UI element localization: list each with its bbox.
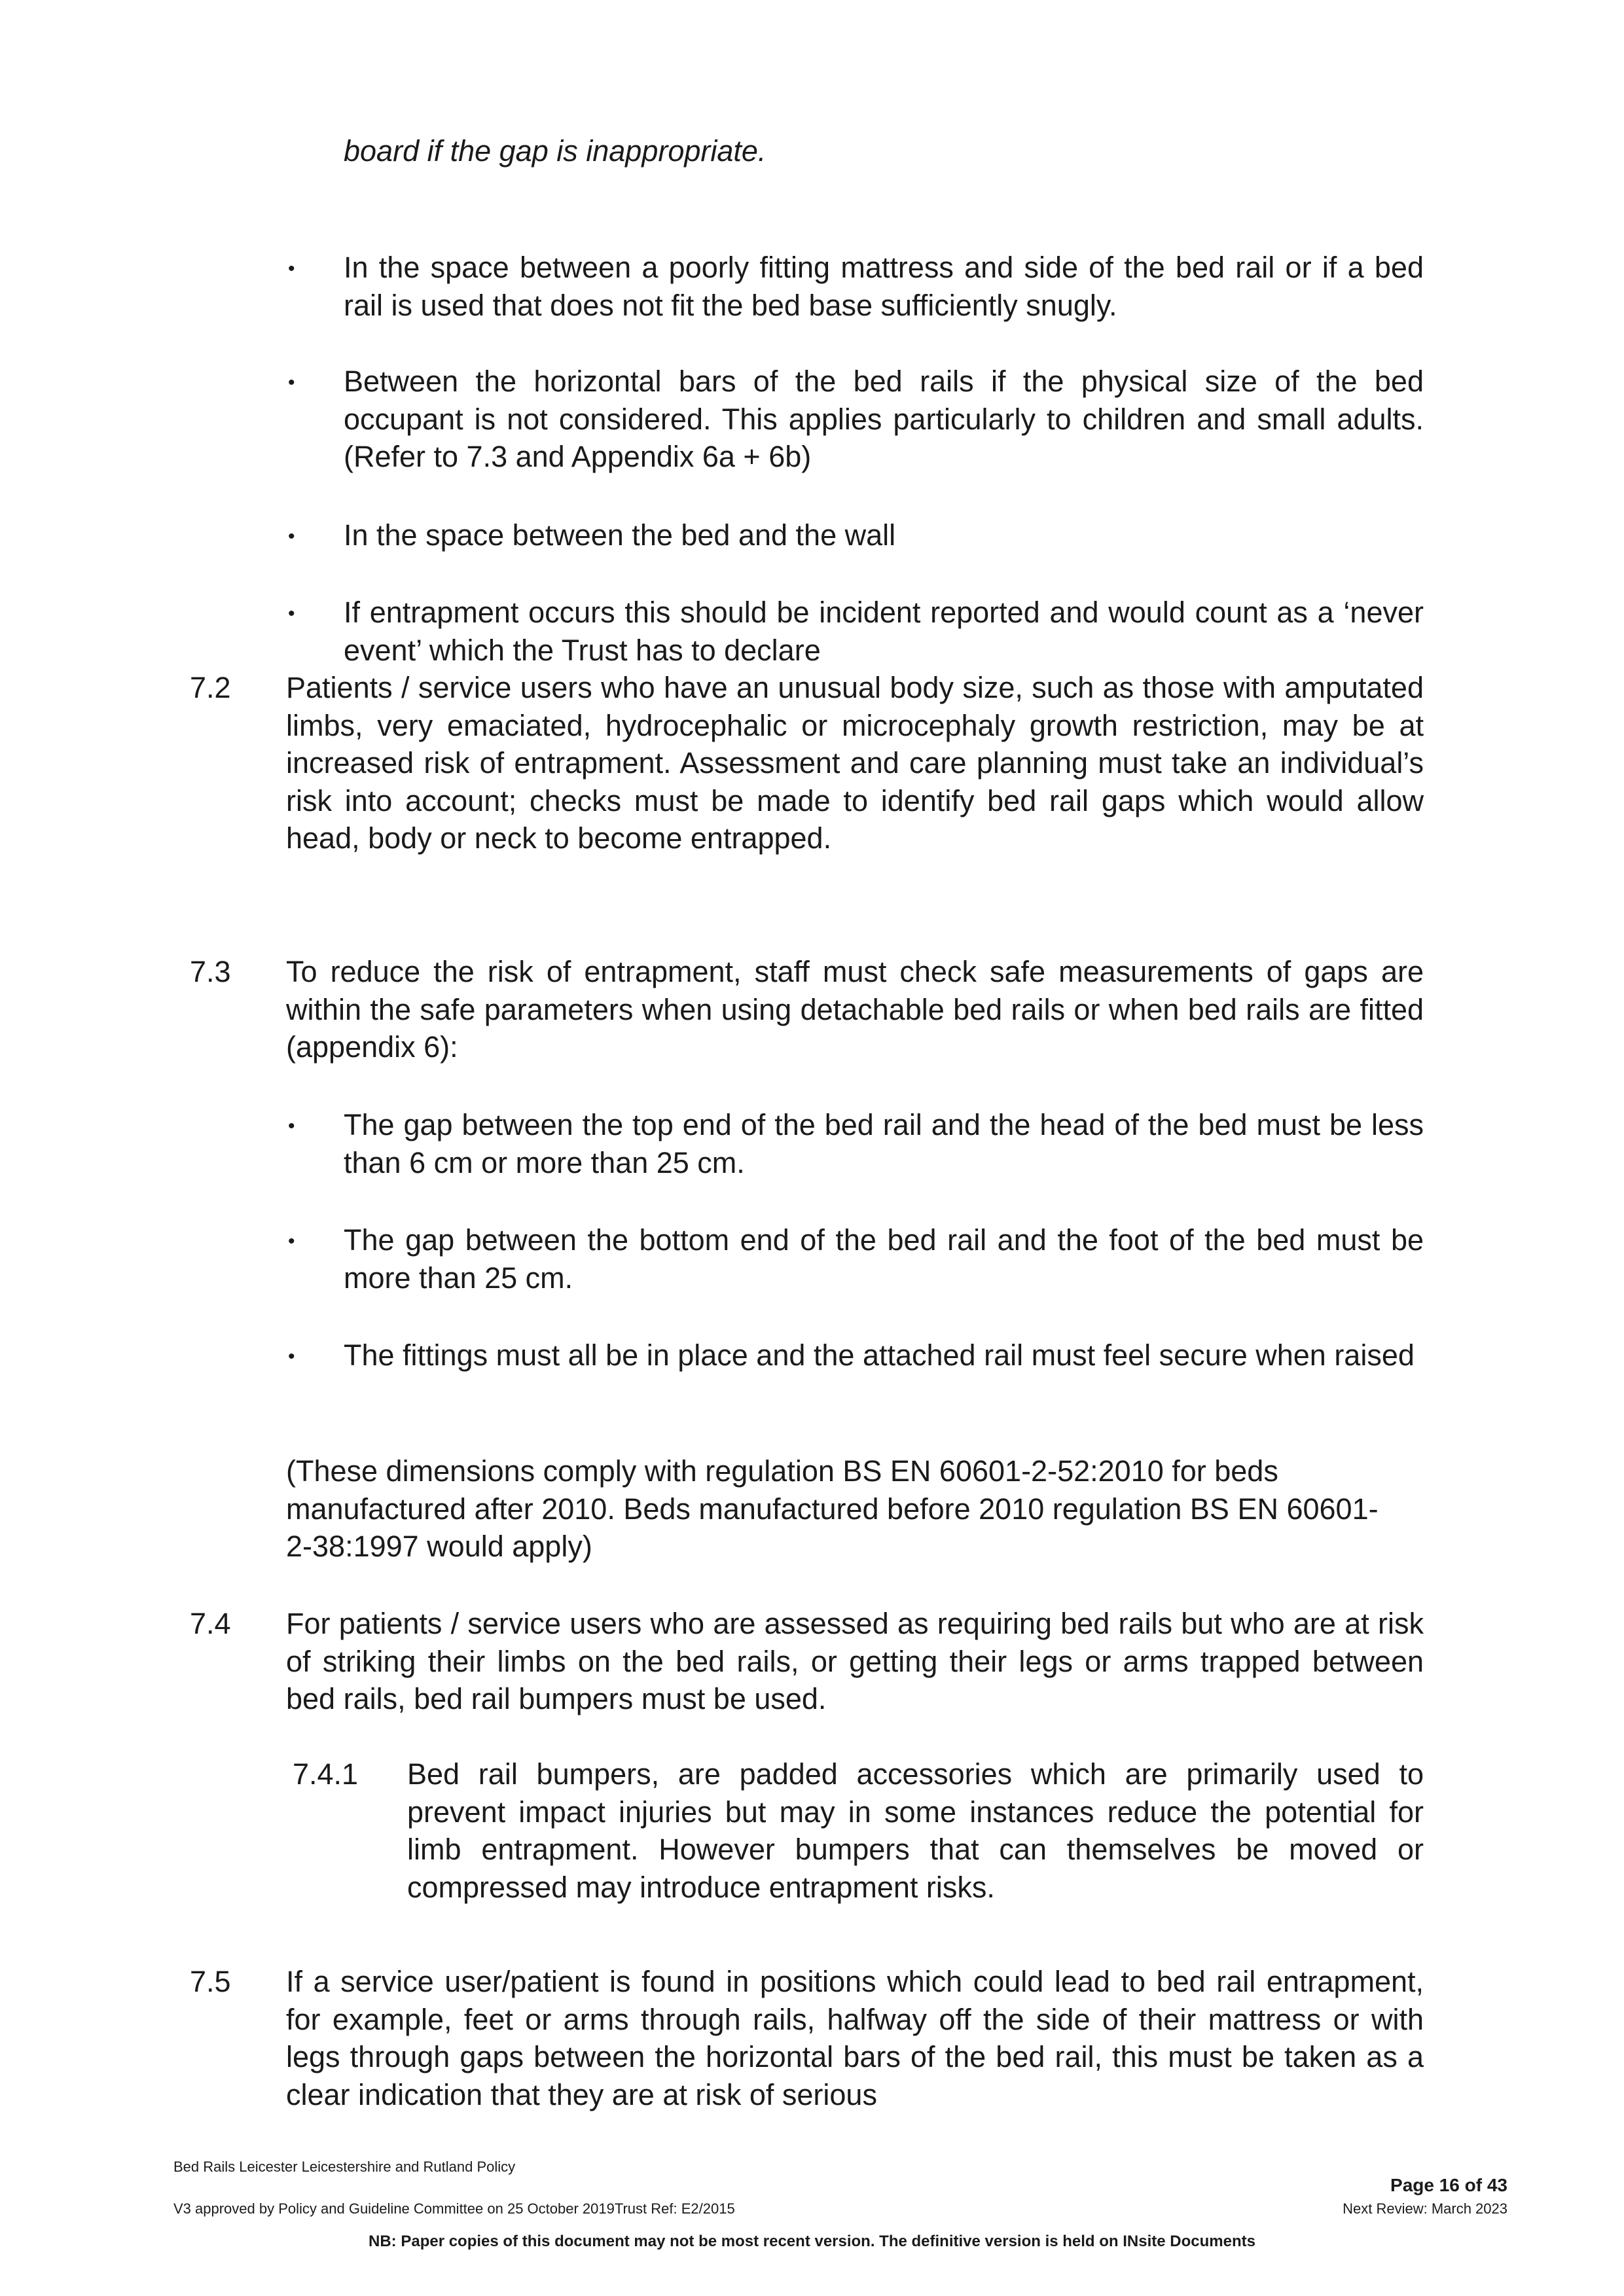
bullet-icon: • [288, 1115, 295, 1137]
footer-page-number: Page 16 of 43 [1390, 2175, 1507, 2195]
subsection-text: Bed rail bumpers, are padded accessories which are primarily used to prevent impact injuries but may in some instances reduce the potential for limb entrapment. However bumpers that can themselves be moved or compressed may introduce entrapment risks. [407, 1757, 1424, 1904]
bullet-item: If entrapment occurs this should be incident reported and would count as a ‘never event’ which the Trust has to declare [344, 596, 1424, 667]
bullet-item: In the space between a poorly fitting mattress and side of the bed rail or if a bed rail is used that does not fit the bed base sufficiently snugly. [344, 251, 1424, 322]
bullet-icon: • [288, 1230, 295, 1252]
footer-policy-name: Bed Rails Leicester Leicestershire and Rutland Policy [173, 2159, 516, 2175]
section-text: If a service user/patient is found in positions which could lead to bed rail entrapment, for example, feet or arms through rails, halfway off the side of their mattress or with legs through gaps between the horizontal bars of the bed rail, this must be taken as a clear indication that they are at risk of serious [286, 1965, 1424, 2111]
footer-approval: V3 approved by Policy and Guideline Committee on 25 October 2019Trust Ref: E2/2015 [173, 2200, 735, 2217]
regulation-note: (These dimensions comply with regulation BS EN 60601-2-52:2010 for beds manufactured after 2010. Beds manufactured before 2010 regulation BS EN 60601-2-38:1997 would apply) [286, 1454, 1379, 1563]
footer-notice: NB: Paper copies of this document may not be most recent version. The definitive version is held on INsite Documents [369, 2233, 1255, 2250]
bullet-icon: • [288, 526, 295, 547]
section-text: For patients / service users who are assessed as requiring bed rails but who are at risk of striking their limbs on the bed rails, or getting their legs or arms trapped between bed rails, bed rail bumpers must be used. [286, 1607, 1424, 1715]
bullet-icon: • [288, 1346, 295, 1367]
bullet-item: In the space between the bed and the wall [344, 518, 896, 552]
subsection-number: 7.4.1 [293, 1757, 359, 1791]
continuation-text: board if the gap is inappropriate. [344, 134, 767, 168]
bullet-item: The fittings must all be in place and the attached rail must feel secure when raised [344, 1338, 1415, 1372]
bullet-item: Between the horizontal bars of the bed rails if the physical size of the bed occupant is not considered. This applies particularly to children and small adults. (Refer to 7.3 and Appendix 6a + 6b) [344, 365, 1424, 473]
section-number: 7.4 [190, 1607, 231, 1640]
section-text: Patients / service users who have an unusual body size, such as those with amputated limbs, very emaciated, hydrocephalic or microcephaly growth restriction, may be at increased risk of entrapment. Assessment and care planning must take an individual’s risk into account; checks must be made to identify bed rail gaps which would allow head, body or neck to become entrapped. [286, 671, 1424, 855]
section-number: 7.5 [190, 1965, 231, 1998]
section-number: 7.3 [190, 955, 231, 988]
bullet-icon: • [288, 258, 295, 279]
section-text: To reduce the risk of entrapment, staff must check safe measurements of gaps are within the safe parameters when using detachable bed rails or when bed rails are fitted (appendix 6): [286, 955, 1424, 1064]
bullet-icon: • [288, 372, 295, 393]
bullet-icon: • [288, 603, 295, 624]
bullet-item: The gap between the bottom end of the bed rail and the foot of the bed must be more than 25 cm. [344, 1223, 1424, 1295]
section-number: 7.2 [190, 671, 231, 704]
bullet-item: The gap between the top end of the bed rail and the head of the bed must be less than 6 cm or more than 25 cm. [344, 1108, 1424, 1179]
footer-next-review: Next Review: March 2023 [1343, 2200, 1507, 2217]
